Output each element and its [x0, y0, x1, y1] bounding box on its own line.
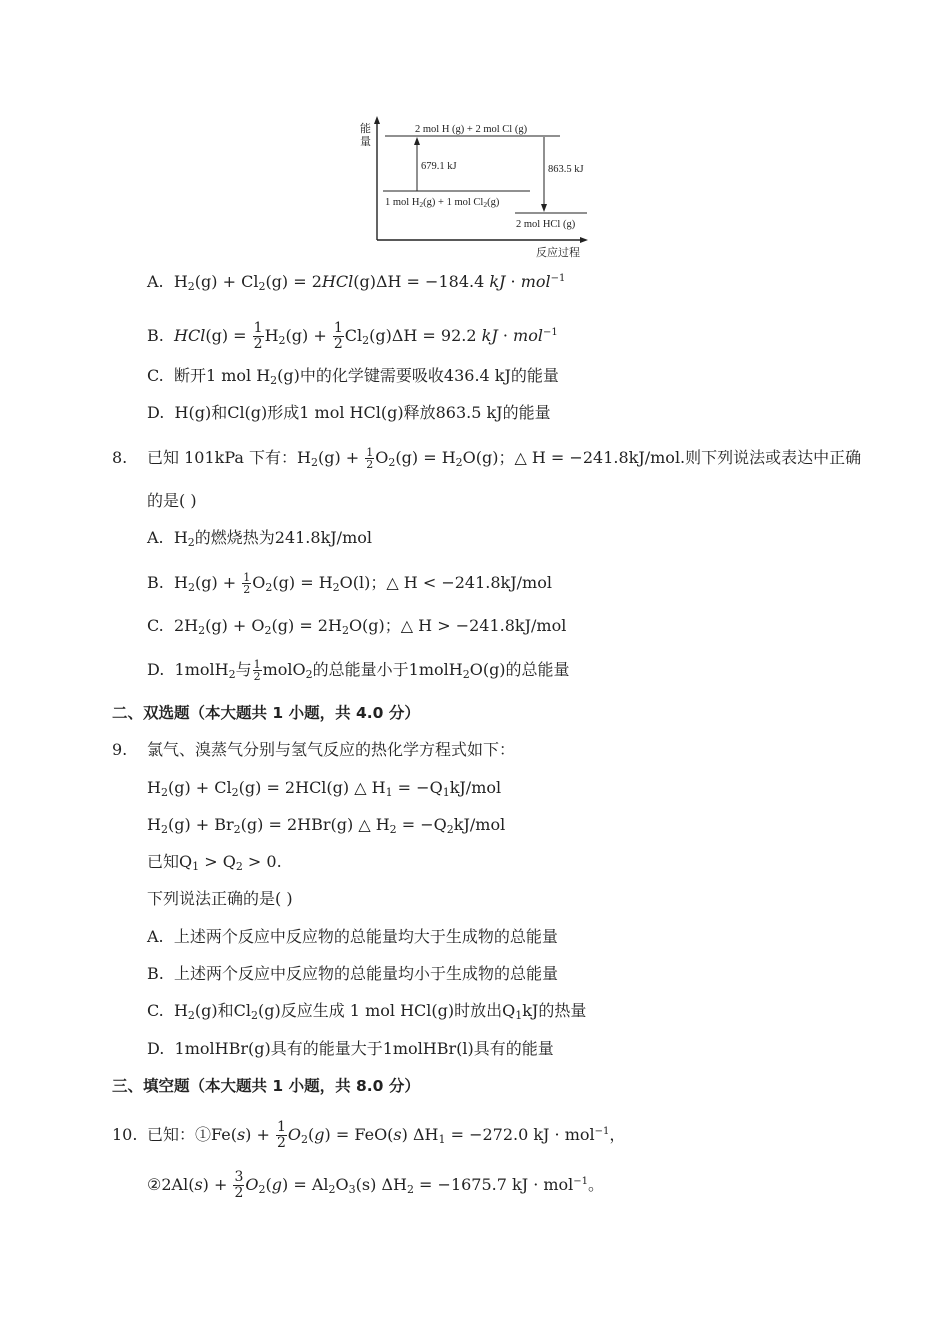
q8-stem: 8. 已知 101kPa 下有：$H_2(g)$ + $\frac{1}{2}$ $O_2(g) = H_2O(g)$；△ H = −241.8kJ/mol.则下列说法或表达中正确 [112, 446, 862, 471]
absorb-energy-label: 679.1 kJ [421, 161, 457, 172]
q8-option-d: D. 1molH$_2$与 $\frac{1}{2}$ molO$_2$的总能量小于1molH$_2$O(g)的总能量 [147, 658, 570, 683]
q7-option-b: B. HCl(g) = $\frac{1}{2}$ $H_2(g)$ + $\frac{1}{2}$ $Cl_2(g)\Delta H = 92.2$ kJ · mol$^{-1}$ [147, 320, 558, 352]
q8-stem-cont: 的是( ) [147, 491, 197, 510]
q9-equation-2: $H_2(g) + Br_2(g) = 2HBr(g)$ △ $H_2 = -Q_2kJ/mol$ [147, 815, 506, 836]
q10-line-1: 10. 已知：①Fe(s) + $\frac{1}{2}$ $O_2(g) = FeO(s) \Delta H_1 = -272.0$ kJ · mol$^{-1}$， [112, 1119, 626, 1151]
section-3-heading: 三、填空题（本大题共 1 小题，共 8.0 分） [112, 1077, 420, 1095]
x-axis-arrow [580, 237, 588, 243]
absorb-arrowhead [414, 137, 420, 145]
q9-equation-1: $H_2(g) + Cl_2(g) = 2HCl(g)$ △ $H_1 = -Q_1kJ/mol$ [147, 778, 502, 799]
x-axis-label: 反应过程 [536, 247, 580, 259]
release-energy-label: 863.5 kJ [548, 164, 584, 175]
bottom-level-label: 2 mol HCl (g) [516, 219, 576, 230]
q9-ask: 下列说法正确的是( ) [147, 889, 293, 908]
top-level-label: 2 mol H (g) + 2 mol Cl (g) [415, 124, 528, 135]
y-axis-label-1: 能 [360, 123, 371, 135]
release-arrowhead [541, 204, 547, 212]
q9-option-d: D. 1molHBr(g)具有的能量大于1molHBr(l)具有的能量 [147, 1039, 554, 1058]
energy-diagram [355, 112, 595, 262]
q9-option-a: A. 上述两个反应中反应物的总能量均大于生成物的总能量 [147, 927, 558, 946]
q9-stem: 9. 氯气、溴蒸气分别与氢气反应的热化学方程式如下： [112, 740, 516, 759]
q8-option-c: C. $2H_2(g) + O_2(g) = 2H_2O(g)$；△ H > −241.8kJ/mol [147, 616, 567, 637]
q9-option-b: B. 上述两个反应中反应物的总能量均小于生成物的总能量 [147, 964, 559, 983]
q9-option-c: C. $H_2(g)$和$Cl_2(g)$反应生成 1 mol HCl(g)时放出$Q_1kJ$的热量 [147, 1001, 587, 1022]
q7-option-d: D. H(g)和Cl(g)形成1 mol HCl(g)释放863.5 kJ的能量 [147, 403, 551, 422]
y-axis-label-2: 量 [360, 136, 371, 148]
q7-option-c: C. 断开1 mol $H_2(g)$中的化学键需要吸收436.4 kJ的能量 [147, 366, 559, 387]
middle-level-label: 1 mol H2(g) + 1 mol Cl2(g) [385, 197, 500, 209]
q7-option-a: A. $H_2(g) + Cl_2(g) = 2HCl(g)\Delta H = -184.4$ kJ · mol$^{-1}$ [147, 272, 566, 293]
y-axis-arrow [374, 116, 380, 124]
q8-option-b: B. $H_2(g)$ + $\frac{1}{2}$ $O_2(g) = H_2O(l)$；△ H < −241.8kJ/mol [147, 571, 552, 596]
q9-known: 已知$Q_1 > Q_2 > 0$. [147, 852, 282, 873]
q10-line-2: ②2Al(s) + $\frac{3}{2}$ $O_2(g) = Al_2O_3(s) \Delta H_2 = -1675.7$ kJ · mol$^{-1}$。 [147, 1169, 605, 1201]
q8-option-a: A. $H_2$的燃烧热为241.8kJ/mol [147, 528, 372, 549]
section-2-heading: 二、双选题（本大题共 1 小题，共 4.0 分） [112, 704, 420, 722]
